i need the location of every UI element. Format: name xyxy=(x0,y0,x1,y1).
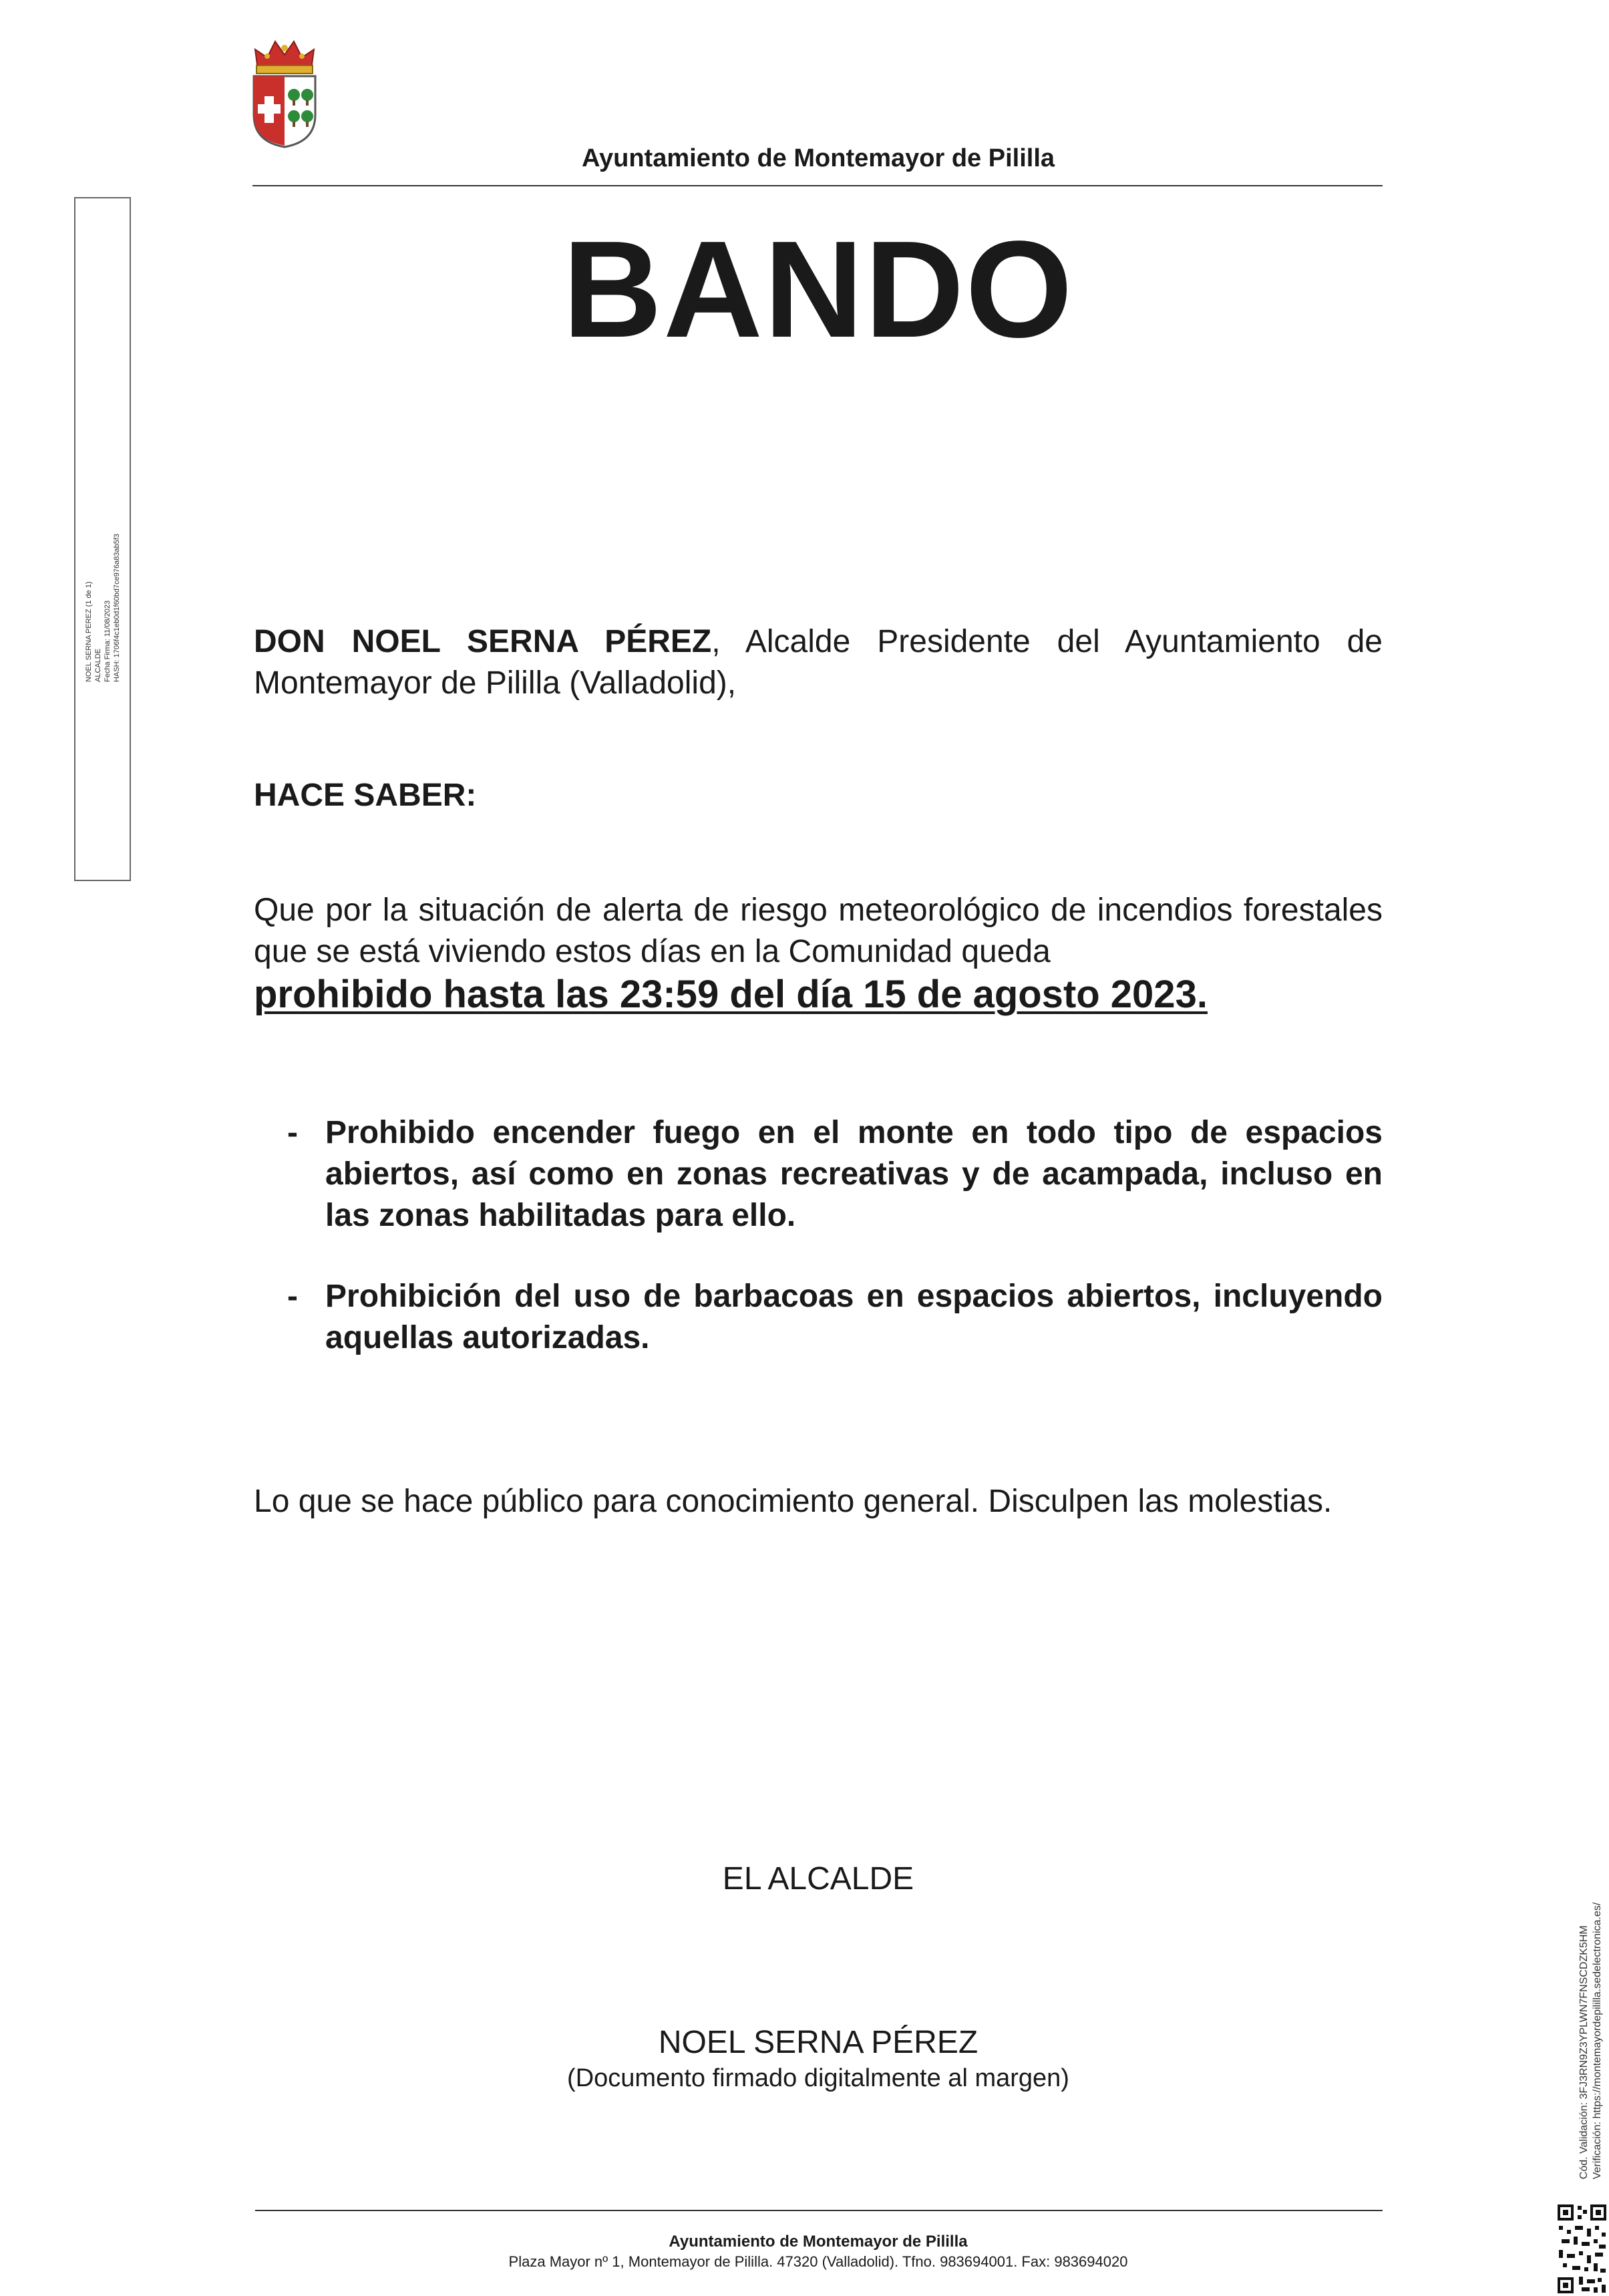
bullet-text: Prohibición del uso de barbacoas en espacios abiertos, incluyendo aquellas autorizadas. xyxy=(325,1279,1383,1355)
qr-code-icon xyxy=(1555,2202,1609,2296)
signature-stamp-line: Fecha Firma: 11/08/2023 xyxy=(104,600,112,683)
signature-stamp-line: ALCALDE xyxy=(94,648,102,683)
intro-paragraph xyxy=(254,621,1383,704)
footer-address: Plaza Mayor nº 1, Montemayor de Pililla. 47320 (Valladolid). Tfno. 983694001. Fax: 983694020 xyxy=(508,2253,1128,2270)
intro-text: , Alcalde Presidente del Ayuntamiento de Montemayor de Pililla (Valladolid), xyxy=(254,624,1383,701)
verification-code: Cód. Validación: 3FJ3RN9Z3YPLWN7FNSCDZK5HM xyxy=(1578,1925,1590,2180)
coat-of-arms-emblem xyxy=(248,35,321,150)
bullet-dash: - xyxy=(287,1115,298,1150)
closing-paragraph: Lo que se hace público para conocimiento general. Disculpen las molestias. xyxy=(254,1484,1332,1519)
bullet-dash: - xyxy=(287,1279,298,1314)
verification-url: Verificación: https://montemayordepililla.sedelectronica.es/ xyxy=(1592,1902,1603,2180)
bullet-item xyxy=(287,1276,1383,1359)
verification-block xyxy=(1573,1884,1609,2198)
mayor-name: DON NOEL SERNA PÉREZ xyxy=(254,624,712,659)
signature-stamp-line: HASH: 1706f4c1eb0d1f60bd7ce976a83ab5f3 xyxy=(113,533,121,683)
prohibition-statement: prohibido hasta las 23:59 del día 15 de agosto 2023. xyxy=(254,973,1208,1016)
header-divider xyxy=(252,185,1383,186)
footer-title: Ayuntamiento de Montemayor de Pililla xyxy=(669,2233,968,2251)
signature-stamp xyxy=(75,508,131,708)
signature-stamp-line: NOEL SERNA PEREZ (1 de 1) xyxy=(85,581,93,683)
bullet-text: Prohibido encender fuego en el monte en todo tipo de espacios abiertos, así como en zonas recreativas y de acampada, incluso en las zonas habilitadas para ello. xyxy=(325,1115,1383,1233)
signature-note: (Documento firmado digitalmente al margen) xyxy=(567,2064,1069,2092)
bullet-item xyxy=(287,1112,1383,1237)
body-paragraph: Que por la situación de alerta de riesgo meteorológico de incendios forestales que se está viviendo estos días en la Comunidad queda xyxy=(254,892,1383,969)
signer-role: EL ALCALDE xyxy=(722,1861,914,1897)
document-title: BANDO xyxy=(562,212,1074,366)
signer-name: NOEL SERNA PÉREZ xyxy=(658,2025,978,2060)
header-title: Ayuntamiento de Montemayor de Pililla xyxy=(581,144,1055,172)
footer-divider xyxy=(255,2210,1383,2211)
hace-saber-heading: HACE SABER: xyxy=(254,778,477,813)
